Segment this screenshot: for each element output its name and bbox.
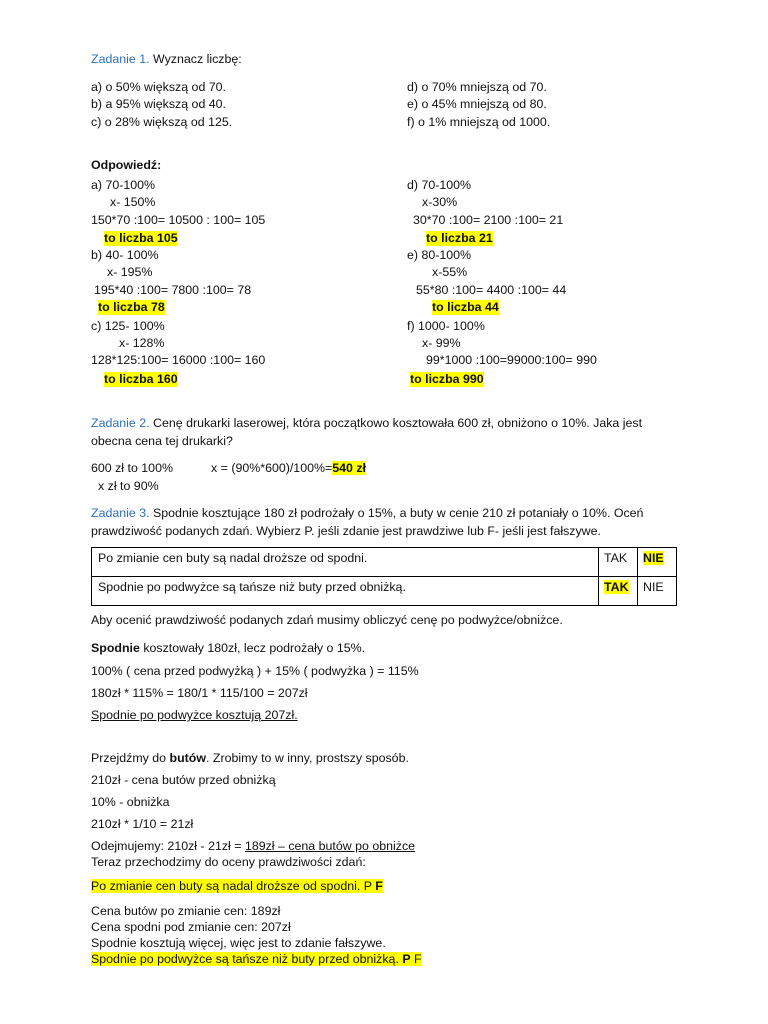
task2-calc-expr-text: x = (90%*600)/100%= xyxy=(211,461,333,475)
answer-a-result: to liczba 105 xyxy=(104,231,178,245)
task1-item-e: e) o 45% mniejszą od 80. xyxy=(407,97,547,111)
answer-e-line1: e) 80-100% xyxy=(407,248,472,262)
answer-d-line3: 30*70 :100= 2100 :100= 21 xyxy=(413,213,564,227)
nie-cell xyxy=(638,548,677,577)
answer-b-line1: b) 40- 100% xyxy=(91,248,159,262)
tak-cell xyxy=(599,548,638,577)
statement2-tail: F xyxy=(410,952,422,966)
answer-f-line3: 99*1000 :100=99000:100= 990 xyxy=(426,353,597,367)
answer-b-result: to liczba 78 xyxy=(98,300,165,314)
answer-f-line2: x- 99% xyxy=(422,336,461,350)
table-row xyxy=(92,577,677,606)
tak-cell xyxy=(599,577,638,606)
buty-pre: Przejdźmy do xyxy=(91,751,170,765)
spodnie-rest: kosztowały 180zł, lecz podrożały o 15%. xyxy=(139,641,366,655)
subtract-pre: Odejmujemy: 210zł - 21zł = xyxy=(91,839,245,853)
buty-price-line: 210zł - cena butów przed obniżką xyxy=(91,773,276,787)
compare-line3: Spodnie kosztują więcej, więc jest to zdanie fałszywe. xyxy=(91,936,386,950)
task2-calc1: 600 zł to 100% xyxy=(91,461,173,475)
task1-item-c: c) o 28% większą od 125. xyxy=(91,115,233,129)
statement1-text xyxy=(91,879,383,893)
task2-text2: obecna cena tej drukarki? xyxy=(91,434,233,448)
answer-b-line2: x- 195% xyxy=(107,265,153,279)
answer-c-line2: x- 128% xyxy=(119,336,165,350)
evaluation-intro: Teraz przechodzimy do oceny prawdziwości zdań: xyxy=(91,855,366,869)
answer-c-line3: 128*125:100= 16000 :100= 160 xyxy=(91,353,266,367)
task1-item-f: f) o 1% mniejszą od 1000. xyxy=(407,115,551,129)
task3-line1 xyxy=(91,506,643,521)
spodnie-result: Spodnie po podwyżce kosztują 207zł. xyxy=(91,708,298,722)
statement2-sentence: Spodnie po podwyżce są tańsze niż buty przed obniżką. xyxy=(91,952,403,966)
spodnie-word: Spodnie xyxy=(91,641,140,655)
task2-calc-result: 540 zł xyxy=(332,461,366,475)
task3-text2: prawdziwość podanych zdań. Wybierz P. jeśli zdanie jest prawdziwe lub F- jeśli jest fałszywe. xyxy=(91,524,601,538)
subtract-line xyxy=(91,839,415,854)
statement1-answer: F xyxy=(375,879,383,893)
answer-b-line3: 195*40 :100= 7800 :100= 78 xyxy=(94,283,252,297)
task2-calc-expr xyxy=(211,461,366,476)
task2-text1: Cenę drukarki laserowej, która początkowo kosztowała 600 zł, obniżono o 10%. Jaka jest xyxy=(153,416,643,430)
statement2-text xyxy=(91,952,422,966)
task1-item-b: b) a 95% większą od 40. xyxy=(91,97,226,111)
statement2-eval xyxy=(91,952,422,967)
compare-line1: Cena butów po zmianie cen: 189zł xyxy=(91,904,281,918)
statement-cell: Po zmianie cen buty są nadal droższe od spodni. xyxy=(92,548,599,577)
table-row xyxy=(92,548,677,577)
answer-a-line2: x- 150% xyxy=(110,195,156,209)
task2-label: Zadanie 2. xyxy=(91,416,150,430)
tak-option-selected: TAK xyxy=(604,580,629,594)
statement1-sentence: Po zmianie cen buty są nadal droższe od spodni. P xyxy=(91,879,376,893)
answer-c-line1: c) 125- 100% xyxy=(91,319,165,333)
compare-line2: Cena spodni pod zmianie cen: 207zł xyxy=(91,920,291,934)
answer-e-result: to liczba 44 xyxy=(432,300,499,314)
nie-option-selected: NIE xyxy=(643,551,664,565)
task2-calc2: x zł to 90% xyxy=(98,479,159,493)
task1-item-d: d) o 70% mniejszą od 70. xyxy=(407,80,547,94)
answer-f-line1: f) 1000- 100% xyxy=(407,319,485,333)
statement2-answer: P xyxy=(402,952,411,966)
answer-e-line2: x-55% xyxy=(432,265,468,279)
answer-d-line1: d) 70-100% xyxy=(407,178,472,192)
mult-line: 180zł * 115% = 180/1 * 115/100 = 207zł xyxy=(91,686,308,700)
pct-line: 100% ( cena przed podwyżką ) + 15% ( podwyżka ) = 115% xyxy=(91,664,419,678)
discount-calc-line: 210zł * 1/10 = 21zł xyxy=(91,817,194,831)
buty-line xyxy=(91,751,409,766)
nie-option: NIE xyxy=(643,580,664,594)
statement-cell: Spodnie po podwyżce są tańsze niż buty przed obniżką. xyxy=(92,577,599,606)
buty-post: . Zrobimy to w inny, prostszy sposób. xyxy=(206,751,409,765)
tak-option: TAK xyxy=(604,551,628,565)
answer-e-line3: 55*80 :100= 4400 :100= 44 xyxy=(416,283,567,297)
task2-line1 xyxy=(91,416,642,431)
answer-label: Odpowiedź: xyxy=(91,158,162,172)
answer-d-line2: x-30% xyxy=(422,195,458,209)
task1-prompt: Wyznacz liczbę: xyxy=(153,52,242,66)
task3-label: Zadanie 3. xyxy=(91,506,150,520)
task1-heading xyxy=(91,52,242,67)
answer-a-line1: a) 70-100% xyxy=(91,178,156,192)
task1-label: Zadanie 1. xyxy=(91,52,150,66)
buty-word: butów xyxy=(169,751,206,765)
task3-intro: Aby ocenić prawdziwość podanych zdań musimy obliczyć cenę po podwyżce/obniżce. xyxy=(91,613,563,627)
answer-c-result: to liczba 160 xyxy=(104,372,178,386)
answer-a-line3: 150*70 :100= 10500 : 100= 105 xyxy=(91,213,266,227)
answer-d-result: to liczba 21 xyxy=(426,231,493,245)
task1-item-a: a) o 50% większą od 70. xyxy=(91,80,226,94)
discount-line: 10% - obniżka xyxy=(91,795,170,809)
task3-text1: Spodnie kosztujące 180 zł podrożały o 15%, a buty w cenie 210 zł potaniały o 10%. Oceń xyxy=(153,506,644,520)
subtract-result: 189zł – cena butów po obniżce xyxy=(244,839,416,853)
nie-cell xyxy=(638,577,677,606)
spodnie-line xyxy=(91,641,365,656)
answer-f-result: to liczba 990 xyxy=(410,372,484,386)
statement1-eval xyxy=(91,879,383,894)
true-false-table xyxy=(91,547,677,606)
